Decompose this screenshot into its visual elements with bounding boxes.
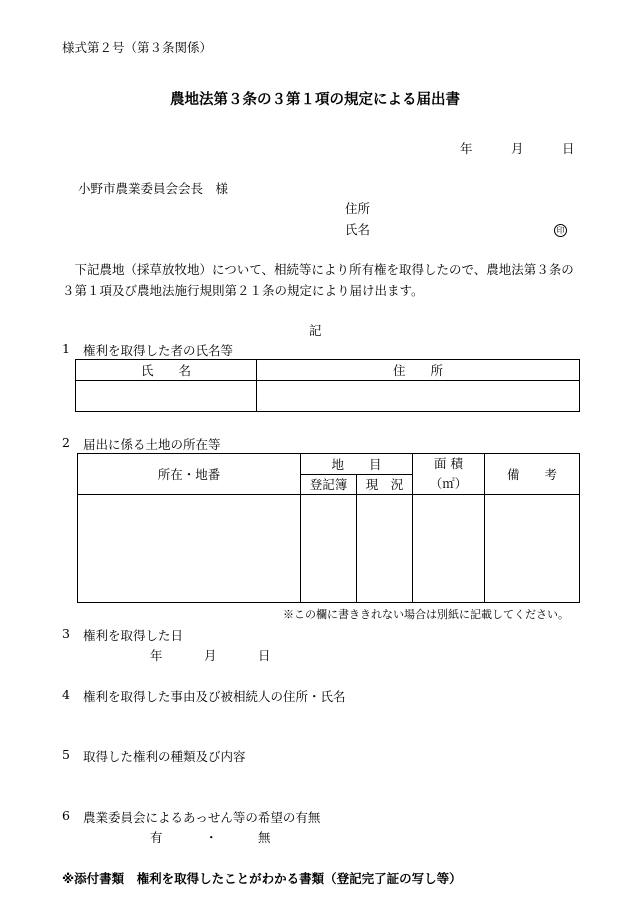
header-registry: 登記簿 (301, 474, 357, 495)
cell-name[interactable] (76, 381, 257, 412)
section4-heading: 権利を取得した事由及び被相続人の住所・氏名 (83, 689, 346, 704)
body-paragraph: 下記農地（採草放牧地）について、相続等により所有権を取得したので、農地法第３条の３第１項及び農地法施行規則第２１条の規定により届け出ます。 (62, 262, 574, 298)
header-address: 住 所 (257, 360, 580, 381)
cell-registry[interactable] (301, 495, 357, 603)
seal-icon: 印 (554, 224, 567, 237)
section1-table (75, 359, 580, 412)
addressee: 小野市農業委員会会長 様 (78, 181, 229, 196)
header-current: 現 況 (357, 474, 413, 495)
header-name: 氏 名 (76, 360, 257, 381)
section3-number: 3 (62, 626, 70, 641)
form-number: 様式第２号（第３条関係） (62, 40, 213, 55)
acquired-day-label: 日 (258, 648, 271, 663)
header-remarks: 備 考 (485, 454, 580, 495)
attachment-note: ※添付書類 権利を取得したことがわかる書類（登記完了証の写し等） (62, 871, 462, 886)
seal-mark (554, 221, 567, 237)
header-area (413, 454, 485, 495)
cell-current[interactable] (357, 495, 413, 603)
form-title: 農地法第３条の３第１項の規定による届出書 (170, 92, 460, 108)
option-no[interactable]: 無 (258, 830, 271, 845)
section3-heading: 権利を取得した日 (83, 628, 184, 643)
cell-area[interactable] (413, 495, 485, 603)
cell-location[interactable] (78, 495, 301, 603)
section2-table (77, 453, 580, 603)
header-location: 所在・地番 (78, 454, 301, 495)
section6-number: 6 (62, 808, 70, 823)
applicant-address-label: 住所 (345, 201, 371, 216)
option-separator: ・ (205, 830, 218, 845)
acquired-month-label: 月 (204, 648, 217, 663)
applicant-name-label: 氏名 (345, 222, 371, 237)
option-yes[interactable]: 有 (150, 830, 163, 845)
section1-heading: 権利を取得した者の氏名等 (83, 343, 234, 358)
section2-footnote: ※この欄に書ききれない場合は別紙に記載してください。 (283, 608, 569, 621)
header-chimoku: 地 目 (301, 454, 413, 475)
section2-heading: 届出に係る土地の所在等 (83, 437, 221, 452)
section5-number: 5 (62, 747, 70, 762)
date-year-label: 年 (460, 141, 473, 156)
section5-heading: 取得した権利の種類及び内容 (83, 749, 246, 764)
acquired-year-label: 年 (150, 648, 163, 663)
section2-number: 2 (62, 435, 70, 450)
cell-address[interactable] (257, 381, 580, 412)
cell-remarks[interactable] (485, 495, 580, 603)
section6-heading: 農業委員会によるあっせん等の希望の有無 (83, 810, 321, 825)
date-month-label: 月 (511, 141, 524, 156)
date-day-label: 日 (562, 141, 575, 156)
header-area-label: 面 積 (434, 456, 463, 471)
section1-number: 1 (62, 341, 70, 356)
section4-number: 4 (62, 687, 70, 702)
header-area-unit: （㎡） (429, 476, 468, 491)
note-heading: 記 (309, 323, 322, 338)
